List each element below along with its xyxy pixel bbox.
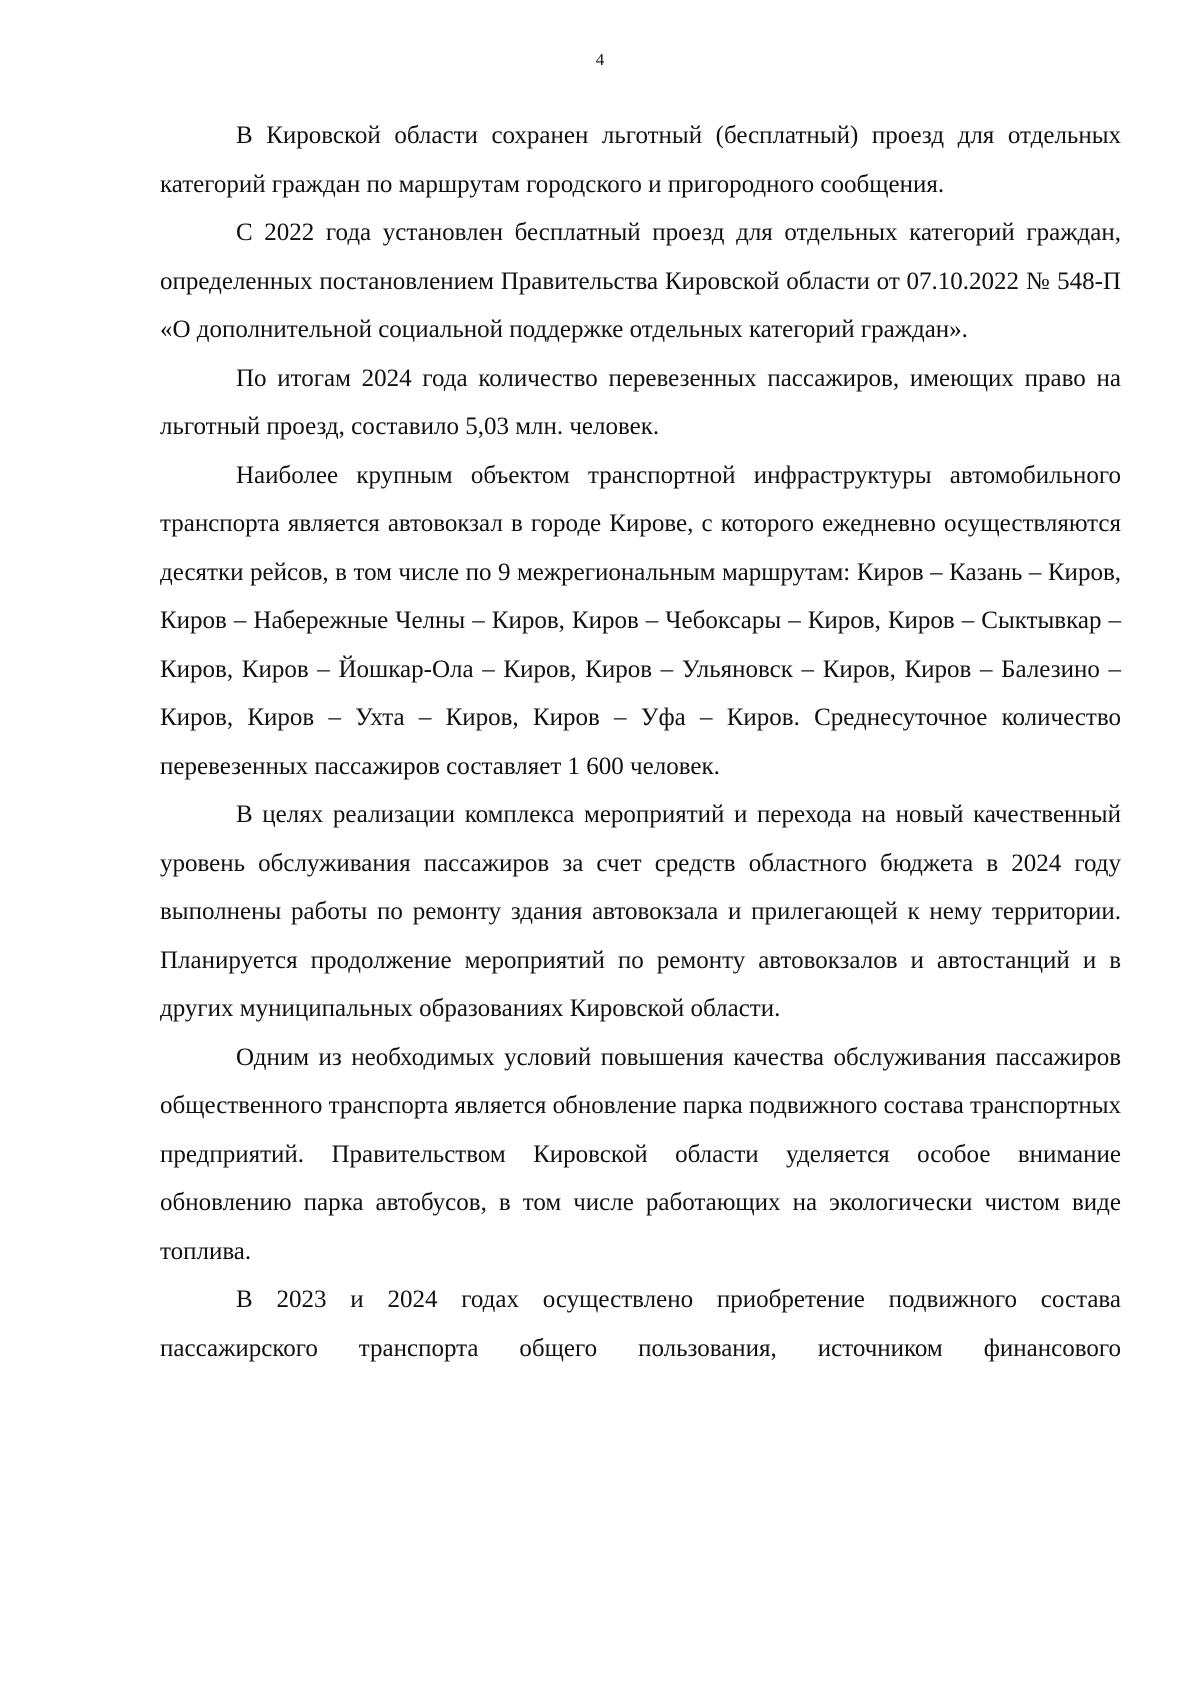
paragraph-rolling-stock-purchase: В 2023 и 2024 годах осуществлено приобретение подвижного состава пассажирского транспорта общего пользования, источником финансового (160, 1286, 1121, 1362)
document-body (160, 112, 1121, 1373)
paragraph-fleet-renewal: Одним из необходимых условий повышения качества обслуживания пассажиров общественного транспорта является обновление парка подвижного состава транспортных предприятий. Правительством Кировской области уделяется особое внимание обновлению парка автобусов, в том числе работающих на экологически чистом виде топлива. (160, 1043, 1121, 1265)
paragraph-bus-station-renovation: В целях реализации комплекса мероприятий и перехода на новый качественный уровень обслуживания пассажиров за счет средств областного бюджета в 2024 году выполнены работы по ремонту здания автовокзала и прилегающей к нему территории. Планируется продолжение мероприятий по ремонту автовокзалов и автостанций и в других муниципальных образованиях Кировской области. (160, 801, 1121, 1022)
paragraph-free-travel: В Кировской области сохранен льготный (бесплатный) проезд для отдельных категорий граждан по маршрутам городского и пригородного сообщения. (160, 122, 1121, 198)
paragraph-bus-station-routes: Наиболее крупным объектом транспортной инфраструктуры автомобильного транспорта является автовокзал в городе Кирове, с которого ежедневно осуществляются десятки рейсов, в том числе по 9 межрегиональным маршрутам: Киров – Казань – Киров, Киров – Набережные Челны – Киров, Киров – Чебоксары – Киров, Киров – Сыктывкар – Киров, Киров – Йошкар-Ола – Киров, Киров – Ульяновск – Киров, Киров – Балезино – Киров, Киров – Ухта – Киров, Киров – Уфа – Киров. Среднесуточное количество перевезенных пассажиров составляет 1 600 человек. (160, 461, 1121, 780)
paragraph-passenger-totals: По итогам 2024 года количество перевезенных пассажиров, имеющих право на льготный проезд, составило 5,03 млн. человек. (160, 364, 1121, 440)
paragraph-government-decree: С 2022 года установлен бесплатный проезд для отдельных категорий граждан, определенных постановлением Правительства Кировской области от 07.10.2022 № 548-П «О дополнительной социальной поддержке отдельных категорий граждан». (160, 219, 1121, 343)
page-number: 4 (595, 50, 605, 69)
